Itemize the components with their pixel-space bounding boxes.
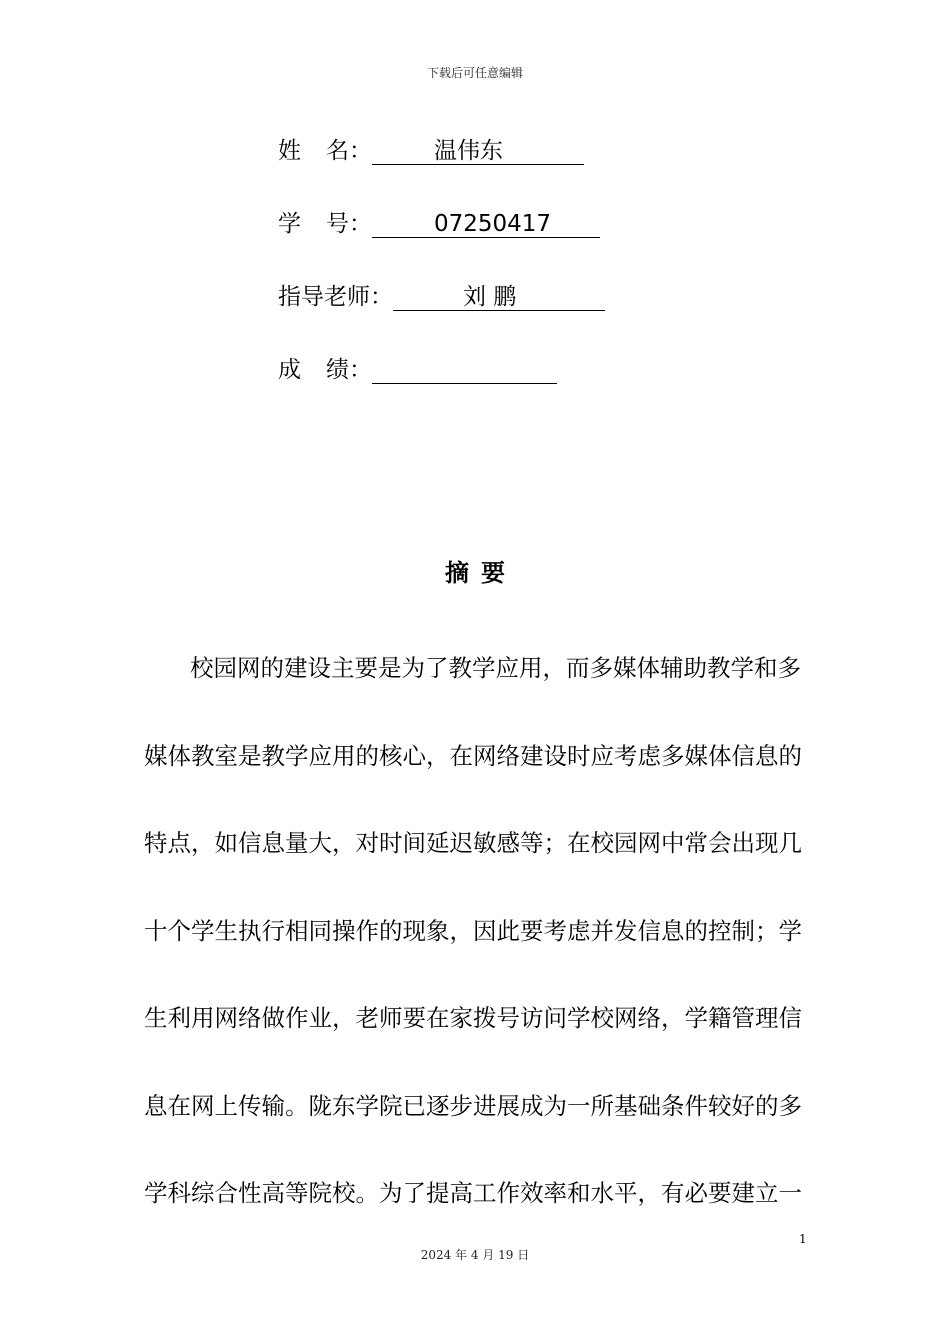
abstract-line: 学科综合性高等院校。为了提高工作效率和水平，有必要建立一 xyxy=(144,1179,802,1207)
student-id-row xyxy=(278,209,600,239)
advisor-value-text: 刘 鹏 xyxy=(463,284,517,310)
student-id-label: 学 号： xyxy=(278,211,372,237)
advisor-value xyxy=(393,282,605,311)
abstract-line: 生利用网络做作业，老师要在家拨号访问学校网络，学籍管理信 xyxy=(144,1004,802,1032)
advisor-label: 指导老师： xyxy=(278,284,393,310)
page-header: 下载后可任意编辑 xyxy=(426,66,523,80)
abstract-body xyxy=(144,648,802,1261)
grade-value xyxy=(372,355,557,384)
name-label: 姓 名： xyxy=(278,138,372,164)
abstract-line: 十个学生执行相同操作的现象，因此要考虑并发信息的控制；学 xyxy=(144,916,802,945)
grade-row xyxy=(278,355,557,385)
abstract-line: 校园网的建设主要是为了教学应用，而多媒体辅助教学和多 xyxy=(190,654,801,682)
abstract-line: 媒体教室是教学应用的核心，在网络建设时应考虑多媒体信息的 xyxy=(144,741,802,770)
abstract-line: 息在网上传输。陇东学院已逐步进展成为一所基础条件较好的多 xyxy=(144,1091,802,1120)
name-row xyxy=(278,136,584,166)
student-id-value xyxy=(372,209,600,238)
advisor-row xyxy=(278,282,605,312)
abstract-line: 特点，如信息量大，对时间延迟敏感等；在校园网中常会出现几 xyxy=(144,829,802,857)
page-footer-date: 2024 年 4 月 19 日 xyxy=(420,1248,530,1262)
name-value-text: 温伟东 xyxy=(434,138,503,164)
name-value xyxy=(372,136,584,165)
abstract-title: 摘要 xyxy=(445,559,517,587)
grade-label: 成 绩： xyxy=(278,357,372,383)
student-id-value-text: 07250417 xyxy=(434,211,552,237)
page-number: 1 xyxy=(799,1232,807,1246)
